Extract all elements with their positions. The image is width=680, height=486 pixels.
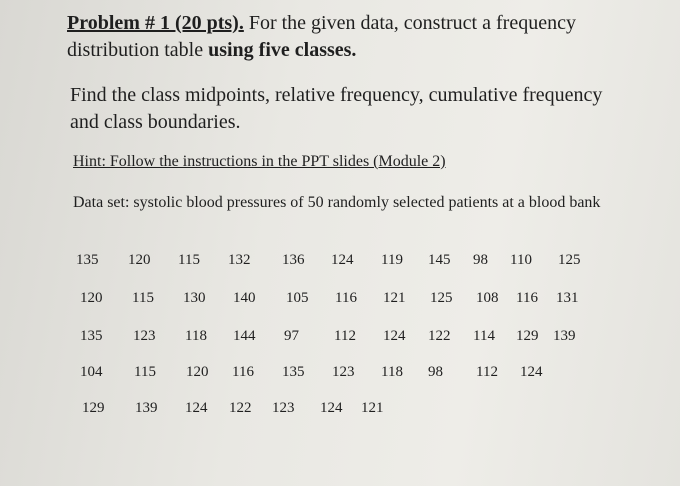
data-value: 129 <box>82 400 105 416</box>
data-value: 145 <box>428 252 451 268</box>
data-value: 123 <box>332 364 355 380</box>
problem-bold-text: using five classes. <box>208 39 357 61</box>
data-value: 118 <box>185 328 207 344</box>
data-value: 114 <box>473 328 495 344</box>
data-value: 118 <box>381 364 403 380</box>
data-value: 112 <box>476 364 498 380</box>
data-value: 122 <box>428 328 451 344</box>
data-value: 130 <box>183 290 206 306</box>
data-value: 140 <box>233 290 256 306</box>
data-value: 97 <box>284 328 299 344</box>
data-value: 108 <box>476 290 499 306</box>
data-value: 125 <box>430 290 453 306</box>
data-value: 123 <box>272 400 295 416</box>
data-value: 110 <box>510 252 532 268</box>
data-value: 98 <box>473 252 488 268</box>
data-value: 120 <box>80 290 103 306</box>
data-value: 121 <box>361 400 384 416</box>
data-value: 104 <box>80 364 103 380</box>
data-value: 139 <box>553 328 576 344</box>
hint-text: Hint: Follow the instructions in the PPT slides (Module 2) <box>73 153 446 170</box>
data-value: 135 <box>80 328 103 344</box>
data-value: 116 <box>335 290 357 306</box>
data-value: 135 <box>282 364 305 380</box>
data-value: 124 <box>320 400 343 416</box>
data-value: 124 <box>185 400 208 416</box>
data-value: 119 <box>381 252 403 268</box>
data-value: 115 <box>132 290 154 306</box>
find-instructions: Find the class midpoints, relative frequency, cumulative frequency and class boundaries. <box>70 84 603 133</box>
data-value: 129 <box>516 328 539 344</box>
data-value: 122 <box>229 400 252 416</box>
data-value: 123 <box>133 328 156 344</box>
data-value: 116 <box>516 290 538 306</box>
problem-statement <box>67 10 627 64</box>
data-value: 139 <box>135 400 158 416</box>
data-value: 98 <box>428 364 443 380</box>
data-value: 120 <box>128 252 151 268</box>
dataset-label: Data set: systolic blood pressures of 50 randomly selected patients at a blood bank <box>73 194 601 211</box>
problem-heading: Problem # 1 (20 pts). <box>67 12 244 34</box>
data-value: 136 <box>282 252 305 268</box>
data-value: 121 <box>383 290 406 306</box>
data-value: 124 <box>331 252 354 268</box>
data-value: 105 <box>286 290 309 306</box>
data-value: 124 <box>520 364 543 380</box>
data-value: 112 <box>334 328 356 344</box>
data-value: 131 <box>556 290 579 306</box>
data-value: 144 <box>233 328 256 344</box>
data-value: 124 <box>383 328 406 344</box>
data-value: 125 <box>558 252 581 268</box>
problem-text: For the given data, construct a frequency distribution table <box>67 12 576 61</box>
data-value: 116 <box>232 364 254 380</box>
data-value: 135 <box>76 252 99 268</box>
data-value: 115 <box>134 364 156 380</box>
data-value: 132 <box>228 252 251 268</box>
data-value: 115 <box>178 252 200 268</box>
data-value: 120 <box>186 364 209 380</box>
